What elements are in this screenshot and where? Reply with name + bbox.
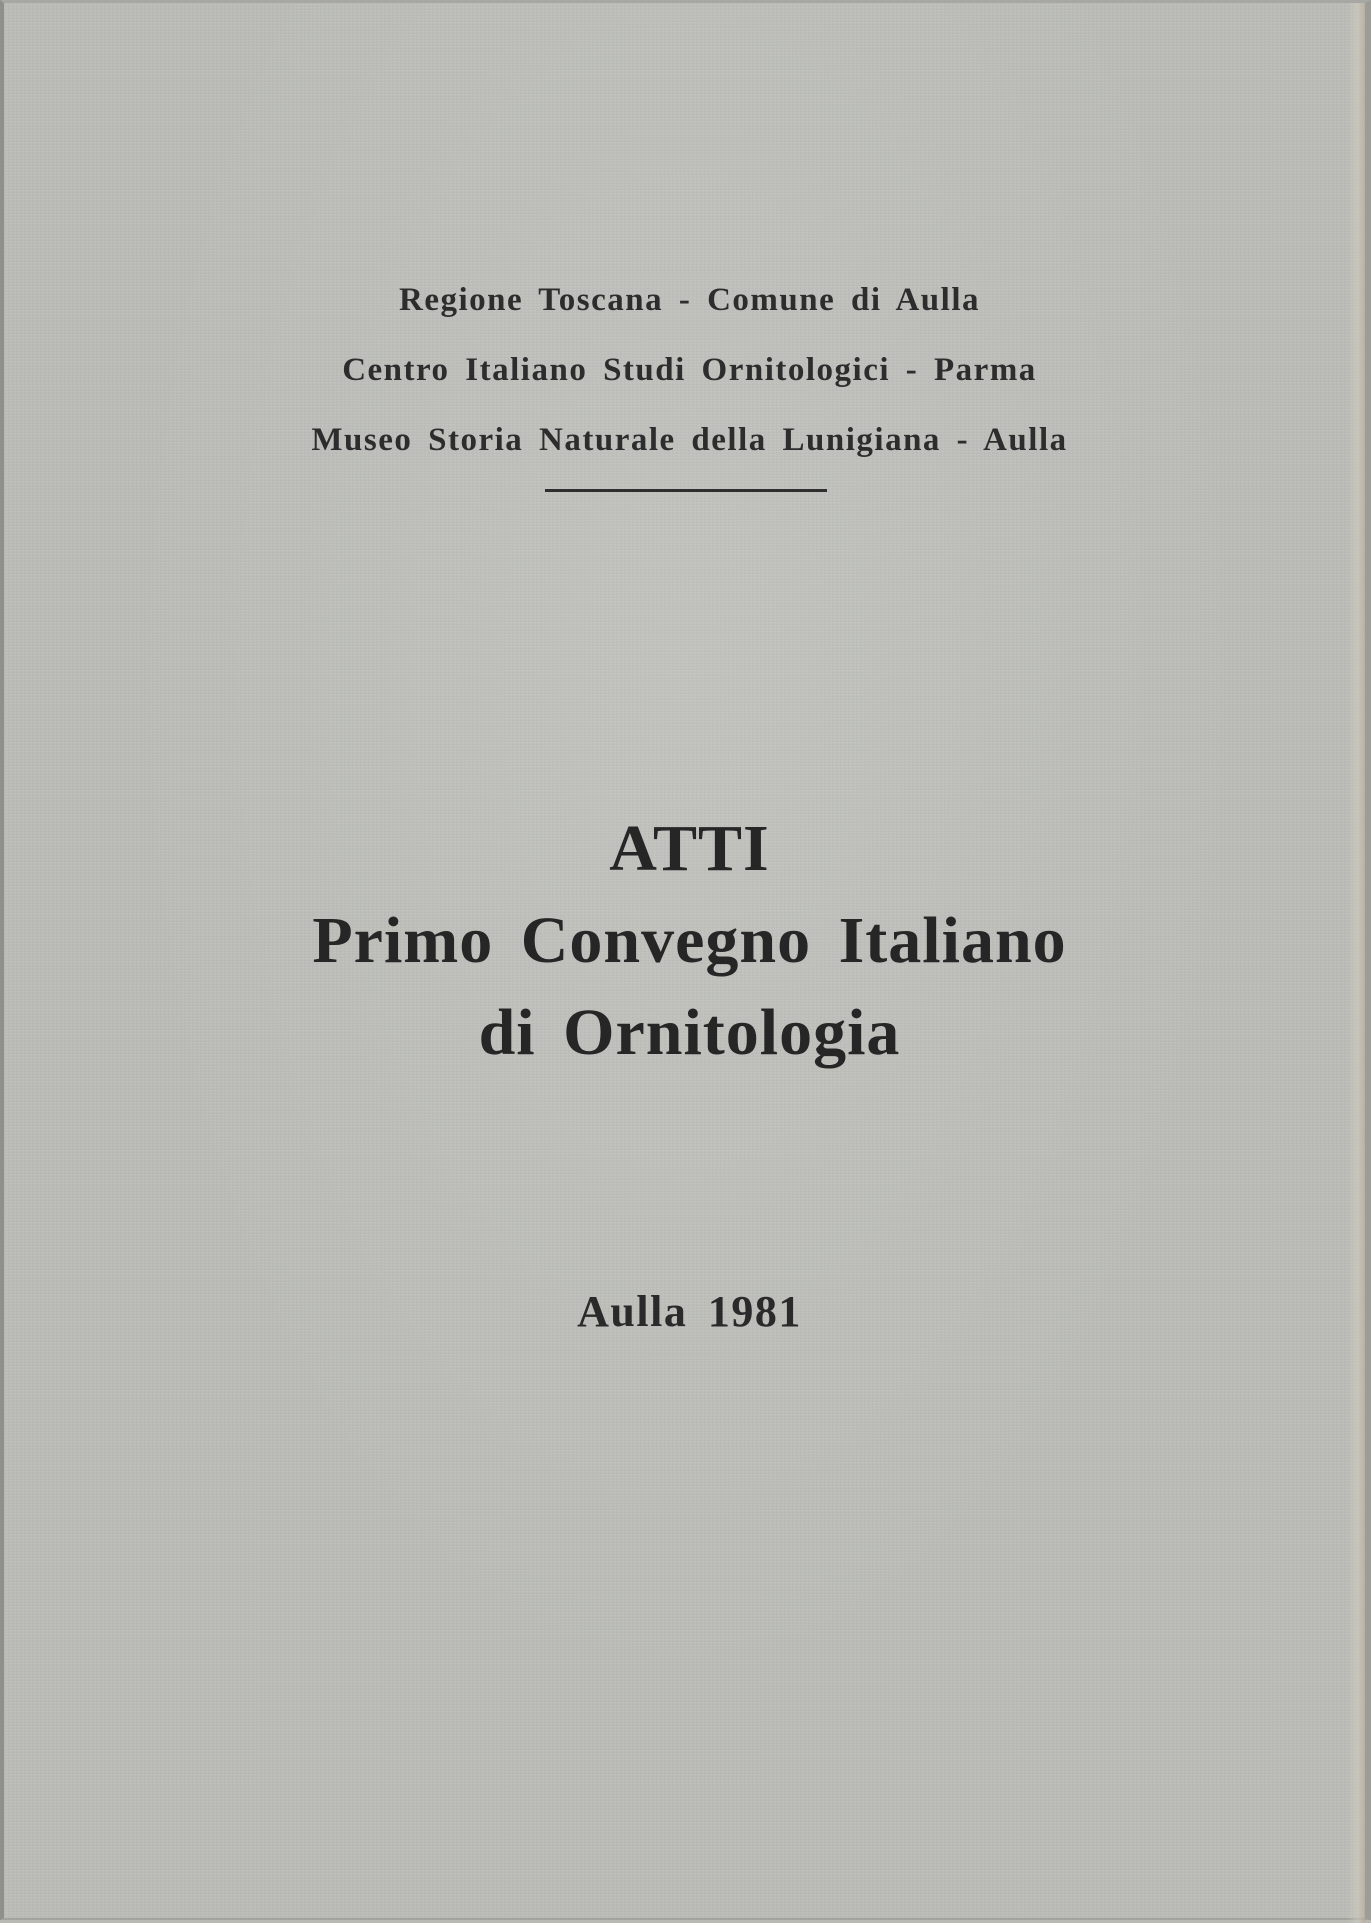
place-year: Aulla 1981: [577, 1287, 802, 1336]
sponsor-line: Regione Toscana - Comune di Aulla: [398, 282, 980, 318]
cover-title: [4, 803, 1371, 1079]
divider-rule: [545, 489, 827, 492]
title-line: Primo Convegno Italiano: [312, 904, 1067, 977]
sponsor-line: Centro Italiano Studi Ornitologici - Parma: [342, 352, 1037, 388]
title-line: ATTI: [609, 812, 770, 885]
title-line: di Ornitologia: [478, 996, 901, 1069]
sponsor-header: [4, 265, 1371, 475]
sponsor-line: Museo Storia Naturale della Lunigiana - Aulla: [311, 422, 1068, 458]
